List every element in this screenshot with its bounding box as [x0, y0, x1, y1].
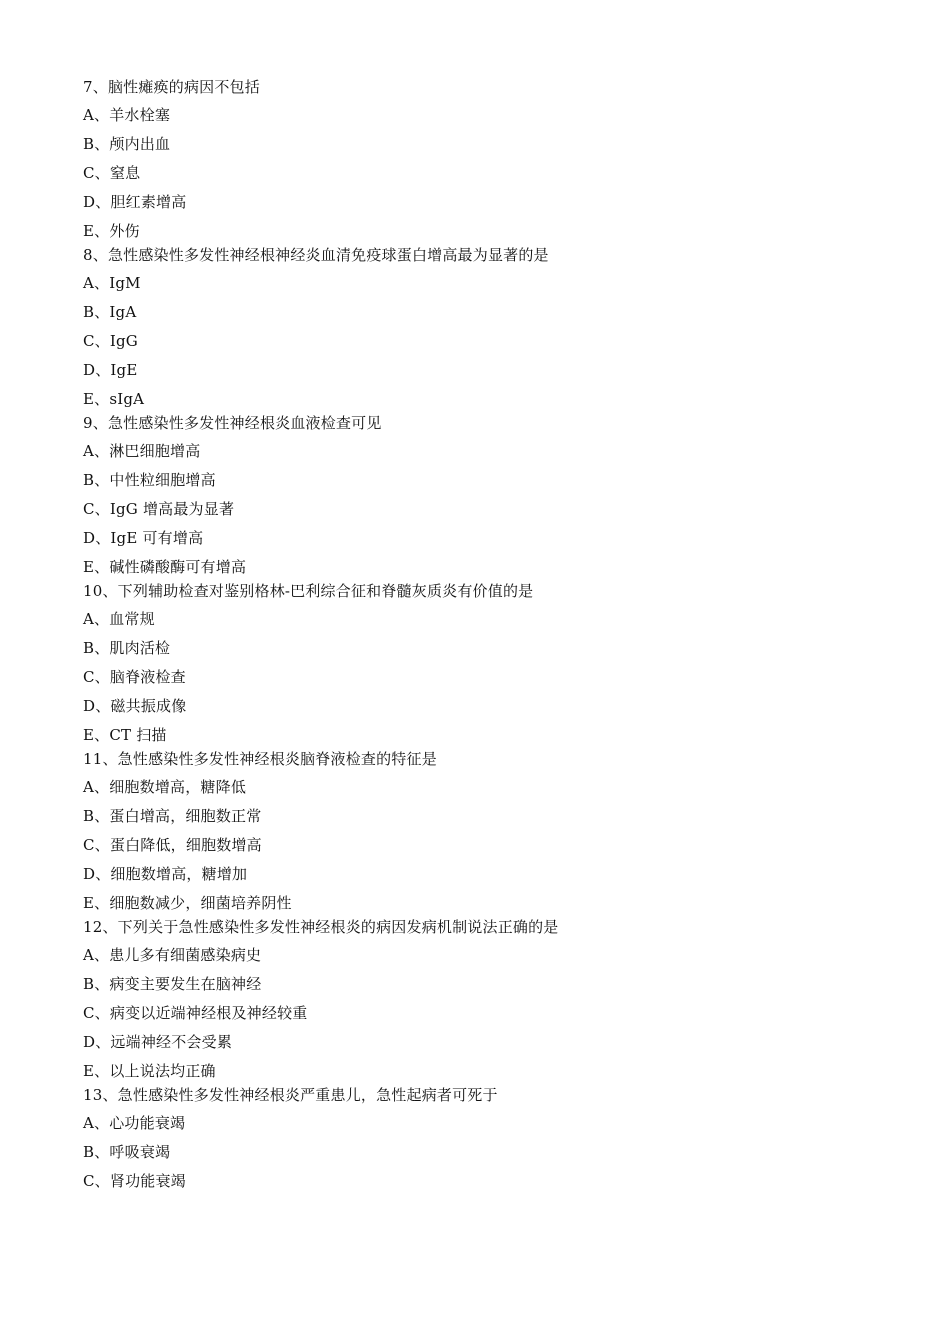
question-13	[83, 1086, 613, 1190]
option-d: D、胆红素增高	[83, 193, 187, 211]
option-b: B、呼吸衰竭	[83, 1143, 171, 1161]
option-e: E、外伤	[83, 222, 140, 240]
option-c: C、IgG	[83, 332, 138, 350]
question-8	[83, 246, 613, 408]
option-d: D、磁共振成像	[83, 697, 187, 715]
option-c: C、肾功能衰竭	[83, 1172, 186, 1190]
option-d: D、细胞数增高，糖增加	[83, 865, 248, 883]
option-b: B、蛋白增高，细胞数正常	[83, 807, 262, 825]
option-e: E、以上说法均正确	[83, 1062, 216, 1080]
question-stem: 12、下列关于急性感染性多发性神经根炎的病因发病机制说法正确的是	[83, 918, 559, 936]
question-stem: 11、急性感染性多发性神经根炎脑脊液检查的特征是	[83, 750, 437, 768]
option-d: D、IgE 可有增高	[83, 529, 204, 547]
option-e: E、碱性磷酸酶可有增高	[83, 558, 247, 576]
question-7	[83, 78, 613, 240]
question-11	[83, 750, 613, 912]
question-stem: 13、急性感染性多发性神经根炎严重患儿，急性起病者可死于	[83, 1086, 498, 1104]
option-b: B、肌肉活检	[83, 639, 171, 657]
document-page	[83, 78, 613, 1201]
option-d: D、远端神经不会受累	[83, 1033, 233, 1051]
option-a: A、患儿多有细菌感染病史	[83, 946, 262, 964]
option-c: C、病变以近端神经根及神经较重	[83, 1004, 308, 1022]
option-e: E、sIgA	[83, 390, 145, 408]
question-9	[83, 414, 613, 576]
option-b: B、中性粒细胞增高	[83, 471, 216, 489]
option-d: D、IgE	[83, 361, 138, 379]
option-a: A、血常规	[83, 610, 155, 628]
question-stem: 10、下列辅助检查对鉴别格林-巴利综合征和脊髓灰质炎有价值的是	[83, 582, 534, 600]
question-stem: 8、急性感染性多发性神经根神经炎血清免疫球蛋白增高最为显著的是	[83, 246, 549, 264]
option-b: B、IgA	[83, 303, 137, 321]
question-stem: 7、脑性瘫痪的病因不包括	[83, 78, 260, 96]
option-a: A、心功能衰竭	[83, 1114, 186, 1132]
option-c: C、IgG 增高最为显著	[83, 500, 235, 518]
option-a: A、IgM	[83, 274, 141, 292]
option-c: C、脑脊液检查	[83, 668, 186, 686]
option-c: C、窒息	[83, 164, 141, 182]
option-a: A、羊水栓塞	[83, 106, 171, 124]
option-a: A、细胞数增高，糖降低	[83, 778, 247, 796]
option-b: B、颅内出血	[83, 135, 171, 153]
option-b: B、病变主要发生在脑神经	[83, 975, 262, 993]
option-e: E、CT 扫描	[83, 726, 167, 744]
option-e: E、细胞数减少，细菌培养阴性	[83, 894, 292, 912]
question-10	[83, 582, 613, 744]
question-stem: 9、急性感染性多发性神经根炎血液检查可见	[83, 414, 382, 432]
question-12	[83, 918, 613, 1080]
option-a: A、淋巴细胞增高	[83, 442, 201, 460]
option-c: C、蛋白降低，细胞数增高	[83, 836, 262, 854]
